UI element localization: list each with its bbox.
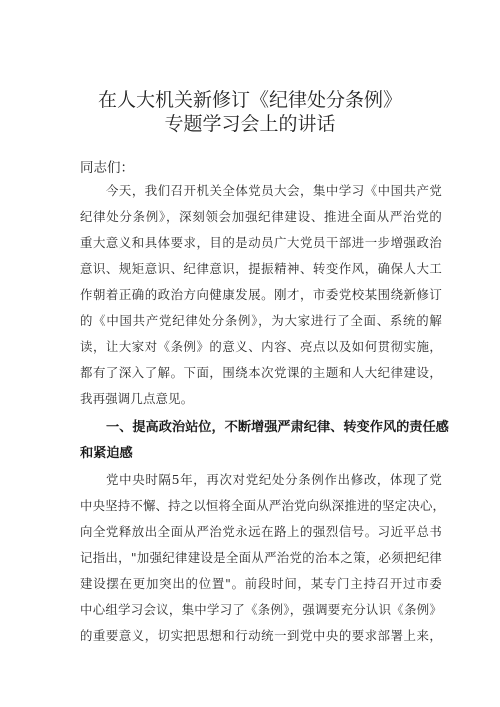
document-title-line-1: 在人大机关新修订《纪律处分条例》 xyxy=(97,89,402,111)
section-heading-line: 一、提高政治站位，不断增强严肃纪律、转变作风的责任感 xyxy=(106,420,449,435)
document-title-line-2: 专题学习会上的讲话 xyxy=(164,113,336,135)
paragraph-1-line: 读，让大家对《条例》的意义、内容、亮点以及如何贯彻实施， xyxy=(80,339,442,354)
paragraph-2-line: 向全党释放出全面从严治党永远在路上的强烈信号。习近平总书 xyxy=(80,524,442,539)
paragraph-2-line: 中央坚持不懈、持之以恒将全面从严治党向纵深推进的坚定决心， xyxy=(80,498,446,513)
paragraph-1-line: 作朝着正确的政治方向健康发展。刚才，市委党校某围绕新修订 xyxy=(80,287,442,302)
section-heading-line: 和紧迫感 xyxy=(80,446,133,461)
paragraph-1-line: 的《中国共产党纪律处分条例》，为大家进行了全面、系统的解 xyxy=(80,313,442,328)
paragraph-2-line: 中心组学习会议，集中学习了《条例》，强调要充分认识《条例》 xyxy=(80,602,442,617)
paragraph-1-line: 纪律处分条例》，深刻领会加强纪律建设、推进全面从严治党的 xyxy=(80,209,442,224)
paragraph-2-line: 的重要意义，切实把思想和行动统一到党中央的要求部署上来， xyxy=(80,628,442,643)
salutation: 同志们： xyxy=(80,160,134,176)
paragraph-1-line: 重大意义和具体要求，目的是动员广大党员干部进一步增强政治 xyxy=(80,235,442,250)
paragraph-2-line: 建设摆在更加突出的位置"。前段时间，某专门主持召开过市委 xyxy=(80,576,442,591)
paragraph-1-line: 意识、规矩意识、纪律意识，提振精神、转变作风，确保人大工 xyxy=(80,261,442,276)
paragraph-1-line: 我再强调几点意见。 xyxy=(80,391,194,406)
paragraph-1-line: 今天，我们召开机关全体党员大会，集中学习《中国共产党 xyxy=(106,183,442,198)
paragraph-1-line: 都有了深入了解。下面，围绕本次党课的主题和人大纪律建设， xyxy=(80,365,442,380)
paragraph-2-line: 记指出，"加强纪律建设是全面从严治党的治本之策，必须把纪律 xyxy=(80,550,442,565)
paragraph-2-line: 党中央时隔5年，再次对党纪处分条例作出修改，体现了党 xyxy=(106,472,442,487)
